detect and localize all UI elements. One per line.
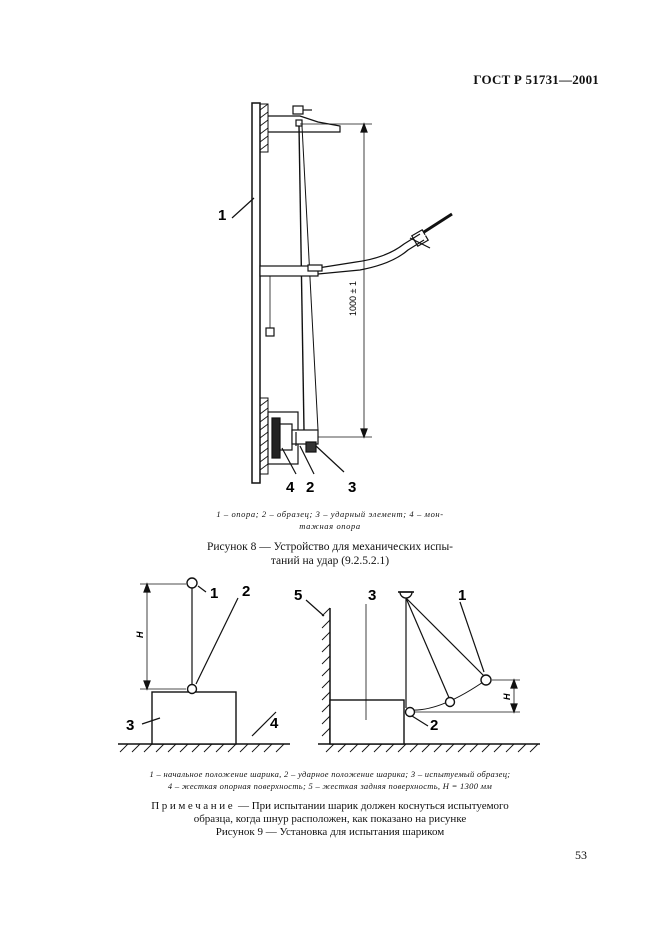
fig9-dimension-h-left: H <box>135 631 145 638</box>
fig9-label-2-left: 2 <box>242 583 251 600</box>
fig9-note-line2: образца, когда шнур расположен, как показано на рисунке <box>193 813 467 825</box>
fig9-caption: Рисунок 9 — Установка для испытания шариком <box>215 826 445 838</box>
fig9-legend-line1: 1 – начальное положение шарика, 2 – ударное положение шарика; 3 – испытуемый образец; <box>149 769 511 779</box>
fig9-note-line1: — При испытании шарик должен коснуться испытуемого <box>235 800 509 812</box>
fig9-label-3-left: 3 <box>126 717 135 734</box>
fig8-label-2: 2 <box>306 479 315 496</box>
fig8-label-4: 4 <box>286 479 295 496</box>
page-number: 53 <box>575 848 587 862</box>
fig9-dimension-h-right: H <box>502 693 512 700</box>
fig9-note-prefix: Примечание <box>151 800 236 812</box>
fig9-label-4: 4 <box>270 715 279 732</box>
fig8-label-3: 3 <box>348 479 357 496</box>
fig9-legend-line2: 4 – жесткая опорная поверхность; 5 – жесткая задняя поверхность, H = 1300 мм <box>167 781 493 791</box>
fig8-caption-line2: таний на удар (9.2.5.2.1) <box>270 555 390 567</box>
fig8-label-1: 1 <box>218 207 227 224</box>
fig8-legend-line1: 1 – опора; 2 – образец; 3 – ударный элемент; 4 – мон- <box>216 509 444 519</box>
fig9-label-1-right: 1 <box>458 587 467 604</box>
fig9-label-1-left: 1 <box>210 585 219 602</box>
fig9-label-2-right: 2 <box>430 717 439 734</box>
fig8-dimension: 1000 ± 1 <box>348 281 358 316</box>
fig9-label-3-right: 3 <box>368 587 377 604</box>
document-header: ГОСТ Р 51731—2001 <box>473 72 599 87</box>
fig9-label-5: 5 <box>294 587 303 604</box>
fig8-legend-line2: тажная опора <box>299 521 361 531</box>
fig8-caption-line1: Рисунок 8 — Устройство для механических испы- <box>206 541 454 553</box>
